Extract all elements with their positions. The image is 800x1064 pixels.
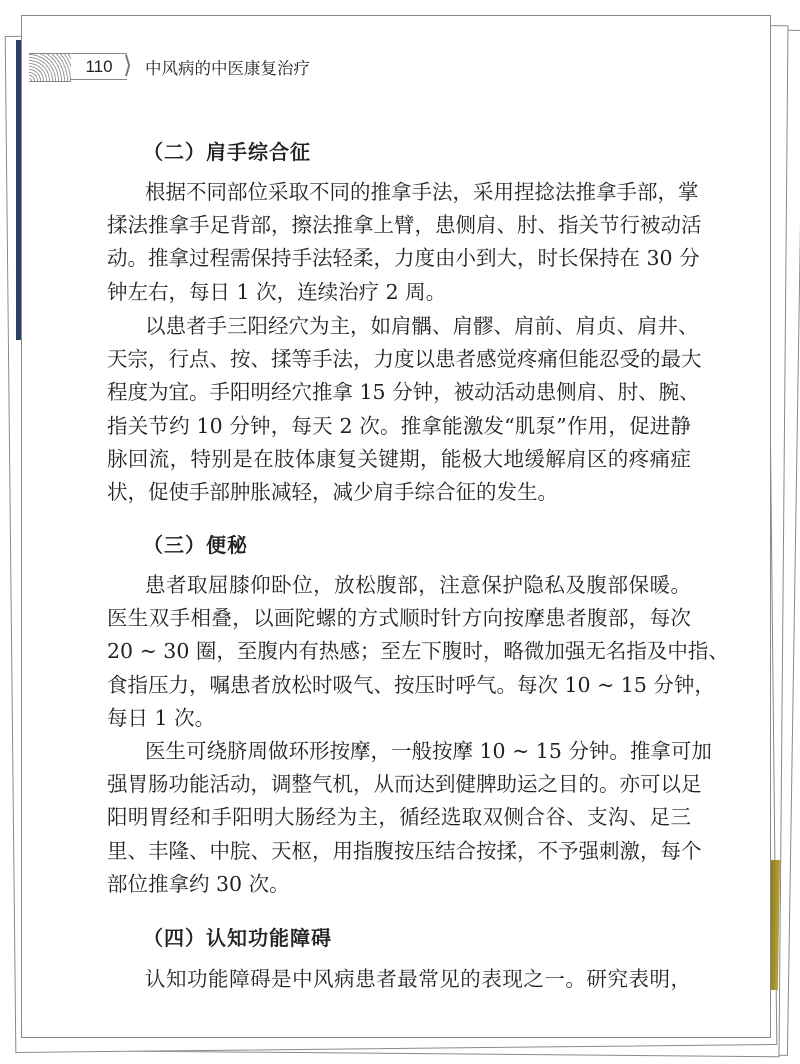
paragraph (107, 569, 729, 735)
page-number-tab (29, 52, 133, 80)
page-number: 110 (71, 53, 127, 80)
text-line: 部位推拿约 30 次。 (107, 871, 290, 896)
text-line: 状，促使手部肿胀减轻，减少肩手综合征的发生。 (107, 479, 558, 504)
paragraph (107, 963, 691, 996)
text-line: 每日 1 次。 (107, 705, 216, 730)
section-heading: （四）认知功能障碍 (143, 926, 332, 950)
text-line: 揉法推拿手足背部，擦法推拿上臂，患侧肩、肘、指关节行被动活 (107, 213, 702, 238)
text-line: 动。推拿过程需保持手法轻柔，力度由小到大，时长保持在 30 分 (107, 246, 700, 271)
text-line: 指关节约 10 分钟，每天 2 次。推拿能激发“肌泵”作用，促进静 (107, 413, 691, 438)
text-line: 食指压力，嘱患者放松时吸气、按压时呼气。每次 10 ~ 15 分钟， (107, 672, 715, 697)
text-line: 里、丰隆、中脘、天枢，用指腹按压结合按揉，不予强刺激，每个 (107, 838, 702, 863)
text-line: 以患者手三阳经穴为主，如肩髃、肩髎、肩前、肩贞、肩井、 (145, 314, 699, 338)
text-line: 认知功能障碍是中风病患者最常见的表现之一。研究表明， (145, 967, 691, 991)
text-line: 患者取屈膝仰卧位，放松腹部，注意保护隐私及腹部保暖。 (145, 573, 691, 597)
text-line: 程度为宜。手阳明经穴推拿 15 分钟，被动活动患侧肩、肘、腕、 (107, 380, 700, 405)
text-line: 医生双手相叠，以画陀螺的方式顺时针方向按摩患者腹部，每次 (107, 606, 691, 631)
paragraph (107, 176, 702, 309)
text-line: 钟左右，每日 1 次，连续治疗 2 周。 (107, 279, 447, 304)
text-line: 脉回流，特别是在肢体康复关键期，能极大地缓解肩区的疼痛症 (107, 446, 691, 471)
text-line: 强胃肠功能活动，调整气机，从而达到健脾助运之目的。亦可以足 (107, 772, 702, 797)
section-heading: （三）便秘 (143, 533, 248, 557)
text-line: 阳明胃经和手阳明大肠经为主，循经选取双侧合谷、支沟、足三 (107, 805, 691, 830)
paragraph (107, 735, 712, 901)
paragraph (107, 310, 702, 509)
section-heading: （二）肩手综合征 (143, 140, 311, 164)
wave-pattern-icon (29, 53, 71, 82)
text-line: 医生可绕脐周做环形按摩，一般按摩 10 ~ 15 分钟。推拿可加 (145, 739, 712, 763)
text-line: 根据不同部位采取不同的推拿手法，采用捏捻法推拿手部，掌 (145, 180, 699, 204)
text-line: 20 ~ 30 圈，至腹内有热感；至左下腹时，略微加强无名指及中指、 (107, 639, 729, 664)
chevron-right-icon: ⟩ (123, 52, 133, 79)
text-line: 天宗，行点、按、揉等手法，力度以患者感觉疼痛但能忍受的最大 (107, 347, 702, 372)
running-head-title: 中风病的中医康复治疗 (145, 59, 310, 78)
